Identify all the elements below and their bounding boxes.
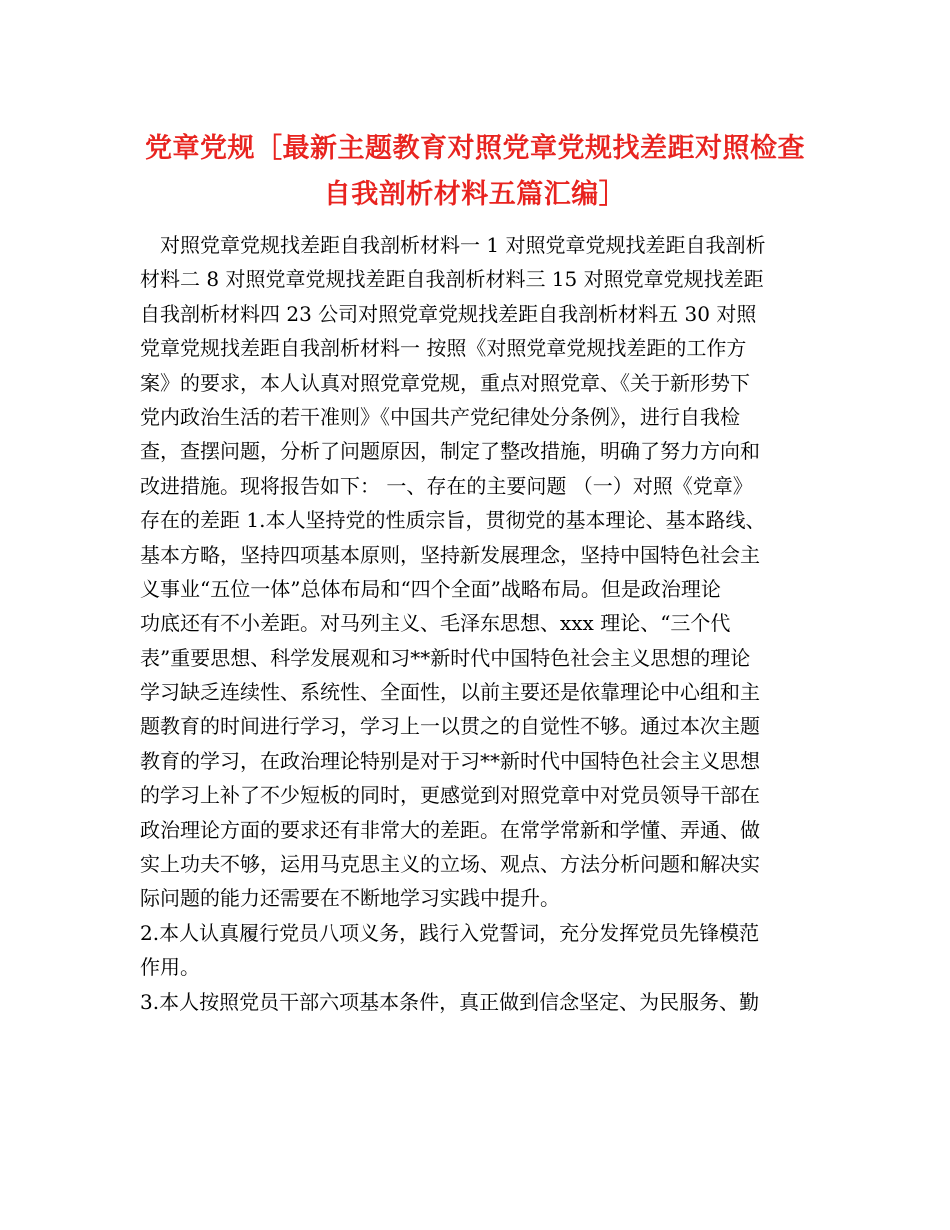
body-line: 基本方略，坚持四项基本原则，坚持新发展理念，坚持中国特色社会主 (140, 542, 760, 567)
body-line: 作用。 (140, 955, 200, 980)
body-line: 题教育的时间进行学习，学习上一以贯之的自觉性不够。通过本次主题 (140, 714, 760, 739)
body-line: 政治理论方面的要求还有非常大的差距。在常学常新和学懂、弄通、做 (140, 817, 760, 842)
body-line: 2.本人认真履行党员八项义务，践行入党誓词，充分发挥党员先锋模范 (140, 920, 760, 945)
body-line: 对照党章党规找差距自我剖析材料一 1 对照党章党规找差距自我剖析 (140, 233, 766, 257)
body-line: 学习缺乏连续性、系统性、全面性，以前主要还是依靠理论中心组和主 (140, 680, 760, 705)
title-line: 自我剖析材料五篇汇编］ (323, 179, 627, 210)
body-line: 教育的学习，在政治理论特别是对于习**新时代中国特色社会主义思想 (140, 748, 760, 773)
body-line: 案》的要求，本人认真对照党章党规，重点对照党章、《关于新形势下 (140, 370, 750, 395)
body-line: 的学习上补了不少短板的同时，更感觉到对照党章中对党员领导干部在 (140, 783, 760, 808)
document-body (140, 228, 840, 1019)
body-line: 功底还有不小差距。对马列主义、毛泽东思想、xxx 理论、“三个代 (140, 611, 731, 636)
body-line: 党内政治生活的若干准则》《中国共产党纪律处分条例》，进行自我检 (140, 404, 740, 429)
title-line: 党章党规［最新主题教育对照党章党规找差距对照检查 (145, 133, 805, 164)
document-title (100, 126, 850, 218)
body-line: 存在的差距 1.本人坚持党的性质宗旨，贯彻党的基本理论、基本路线、 (140, 508, 766, 533)
body-line: 义事业“五位一体”总体布局和“四个全面”战略布局。但是政治理论 (140, 576, 721, 601)
body-line: 际问题的能力还需要在不断地学习实践中提升。 (140, 886, 560, 911)
body-line: 实上功夫不够，运用马克思主义的立场、观点、方法分析问题和解决实 (140, 852, 760, 877)
body-line: 表”重要思想、科学发展观和习**新时代中国特色社会主义思想的理论 (140, 645, 751, 670)
body-line: 改进措施。现将报告如下： 一、存在的主要问题 （一）对照《党章》 (140, 473, 753, 498)
body-line: 党章党规找差距自我剖析材料一 按照《对照党章党规找差距的工作方 (140, 336, 747, 361)
body-line: 材料二 8 对照党章党规找差距自我剖析材料三 15 对照党章党规找差距 (140, 267, 764, 292)
body-line: 自我剖析材料四 23 公司对照党章党规找差距自我剖析材料五 30 对照 (140, 301, 757, 326)
body-line: 3.本人按照党员干部六项基本条件，真正做到信念坚定、为民服务、勤 (140, 989, 760, 1014)
body-line: 查，查摆问题，分析了问题原因，制定了整改措施，明确了努力方向和 (140, 439, 760, 464)
